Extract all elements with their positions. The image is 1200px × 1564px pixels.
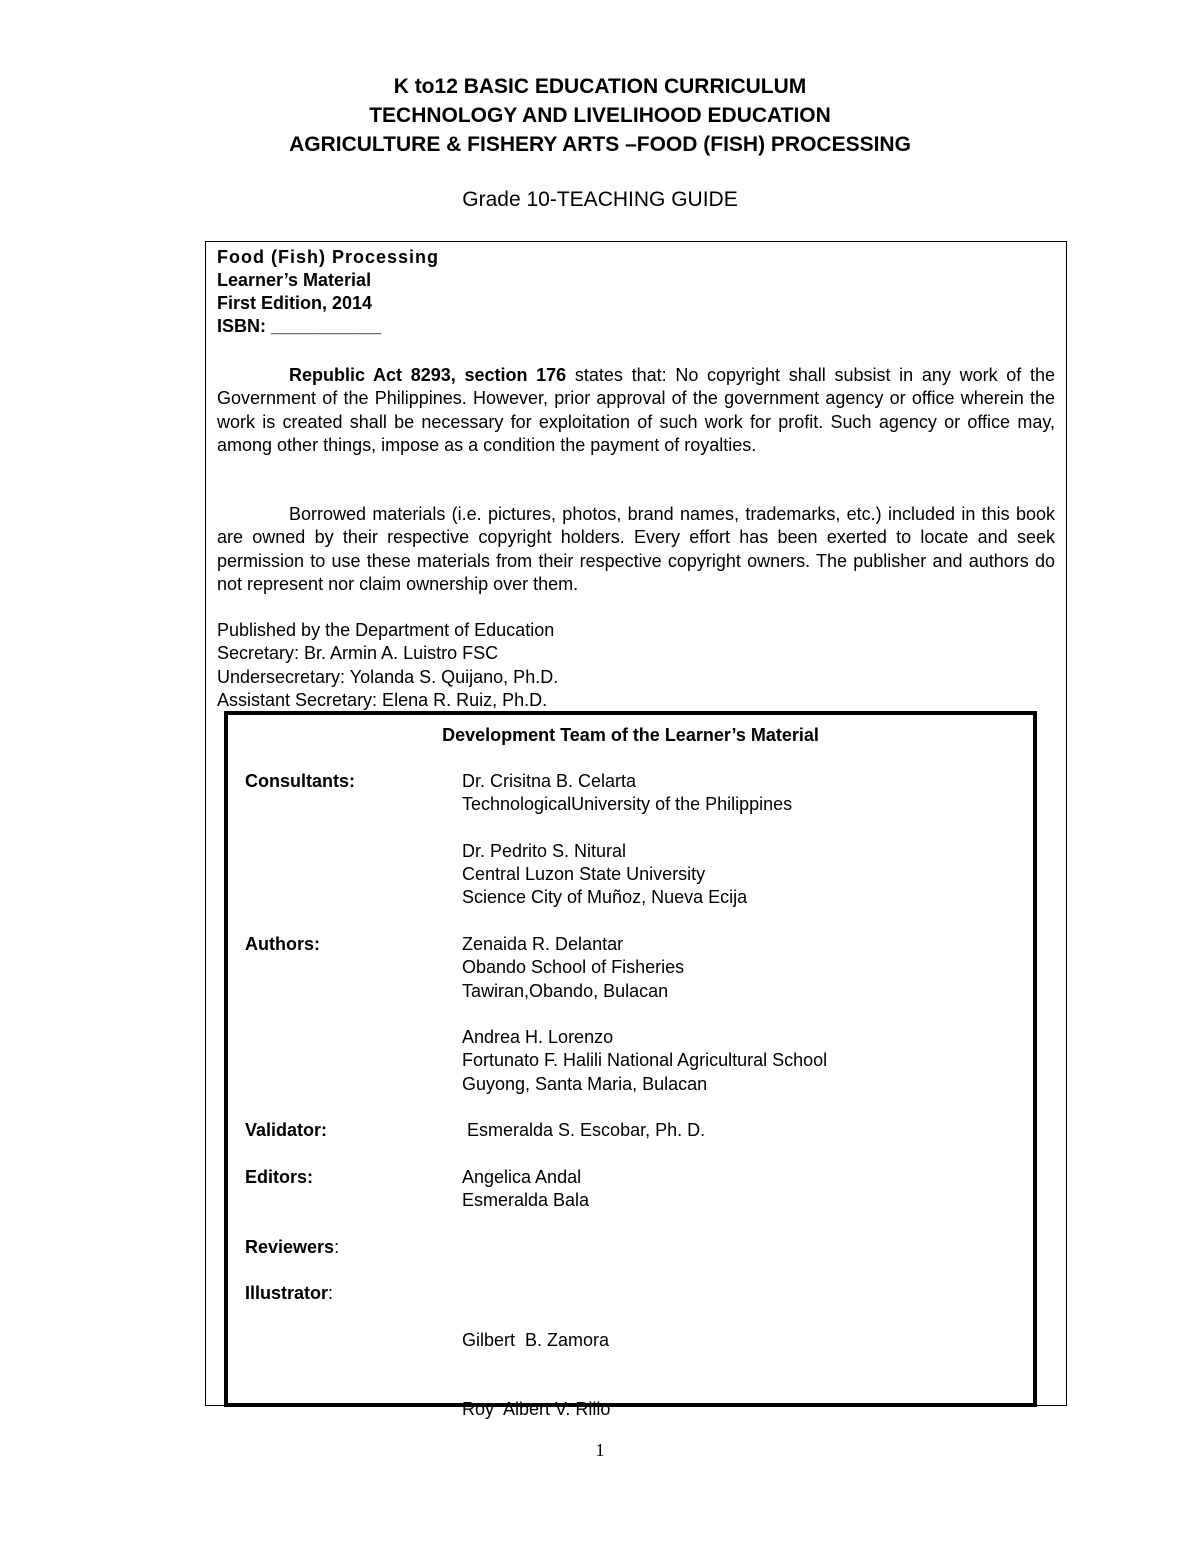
republic-act-text: states that: No copyright shall subsist in any work of the Government of the Philippines. However, prior approval of the government agency or office wherein the work is created shall be necessary for exploitation of such work for profit. Such agency or office may, among other things, impose as a condition the payment of royalties. — [217, 365, 1055, 455]
header-line-3: AGRICULTURE & FISHERY ARTS –FOOD (FISH) PROCESSING — [289, 133, 911, 156]
borrowed-materials-text: Borrowed materials (i.e. pictures, photos, brand names, trademarks, etc.) included in this book are owned by their respective copyright holders. Every effort has been exerted to locate and seek permission to use these materials from their respective copyright owners. The publisher and authors do not represent nor claim ownership over them. — [217, 504, 1055, 594]
list-item: Obando School of Fisheries — [462, 957, 685, 978]
list-item: Fortunato F. Halili National Agricultural School — [462, 1050, 828, 1071]
list-item: TechnologicalUniversity of the Philippines — [462, 794, 793, 815]
grade-title: Grade 10-TEACHING GUIDE — [462, 188, 738, 211]
copyright-notice — [217, 364, 1055, 457]
list-item: Guyong, Santa Maria, Bulacan — [462, 1073, 708, 1094]
editors-label: Editors: — [245, 1167, 314, 1187]
borrowed-materials-notice — [217, 503, 1055, 596]
consultants-label: Consultants: — [245, 771, 356, 791]
republic-act-reference: Republic Act 8293, section 176 — [289, 365, 567, 385]
development-team-title: Development Team of the Learner’s Material — [442, 725, 819, 745]
secretary: Secretary: Br. Armin A. Luistro FSC — [217, 643, 499, 664]
page-number: 1 — [595, 1440, 605, 1460]
illustrators-list — [462, 1282, 610, 1445]
consultants-list — [462, 770, 792, 910]
publication-info — [217, 246, 439, 338]
publication-title: Food (Fish) Processing — [217, 247, 440, 267]
list-item — [462, 817, 792, 840]
list-item: Science City of Muñoz, Nueva Ecija — [462, 887, 748, 908]
undersecretary: Undersecretary: Yolanda S. Quijano, Ph.D. — [217, 666, 559, 687]
editors-list — [462, 1166, 589, 1213]
authors-label: Authors: — [245, 934, 320, 954]
validator-name: Esmeralda S. Escobar, Ph. D. — [462, 1120, 706, 1140]
header-line-2: TECHNOLOGY AND LIVELIHOOD EDUCATION — [369, 104, 831, 127]
reviewers-label: Reviewers: — [245, 1237, 340, 1257]
list-item: Central Luzon State University — [462, 864, 706, 885]
illustrator-label: Illustrator: — [245, 1283, 334, 1303]
list-item: Zenaida R. Delantar — [462, 934, 624, 954]
assistant-secretary: Assistant Secretary: Elena R. Ruiz, Ph.D. — [217, 689, 548, 710]
list-item: Angelica Andal — [462, 1167, 582, 1187]
validator-label: Validator: — [245, 1120, 328, 1140]
publisher-info — [217, 619, 558, 712]
document-header — [0, 72, 1200, 159]
list-item: Tawiran,Obando, Bulacan — [462, 980, 669, 1001]
list-item: Dr. Crisitna B. Celarta — [462, 771, 637, 791]
list-item: Andrea H. Lorenzo — [462, 1027, 614, 1048]
publication-material: Learner’s Material — [217, 270, 372, 290]
list-item: Gilbert B. Zamora — [462, 1329, 610, 1350]
list-item — [462, 1003, 827, 1026]
list-item: Dr. Pedrito S. Nitural — [462, 840, 627, 861]
authors-list — [462, 933, 827, 1096]
header-line-1: K to12 BASIC EDUCATION CURRICULUM — [393, 75, 807, 98]
publication-edition: First Edition, 2014 — [217, 293, 373, 313]
publication-isbn: ISBN: ___________ — [217, 316, 382, 336]
published-by: Published by the Department of Education — [217, 620, 555, 640]
list-item: Esmeralda Bala — [462, 1190, 590, 1211]
list-item: Roy Albert V. Rillo — [462, 1399, 611, 1420]
